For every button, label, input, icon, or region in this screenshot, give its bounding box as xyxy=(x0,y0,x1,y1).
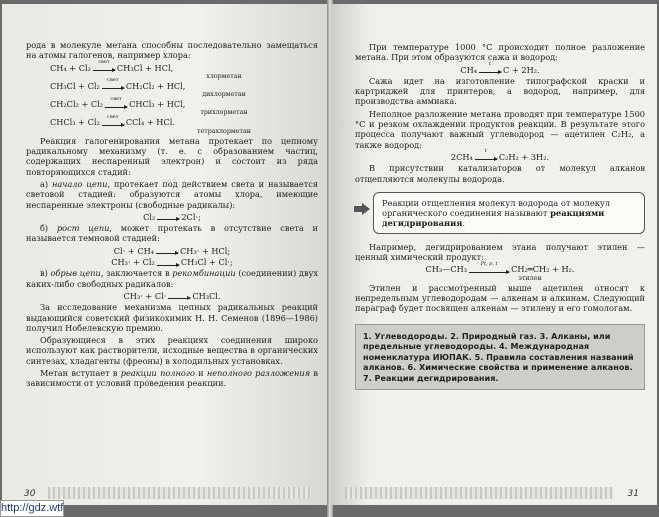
page-number-right: 31 xyxy=(627,489,639,499)
watermark-link[interactable]: http://gdz.wtf xyxy=(0,500,64,517)
product-name: дихлорметан xyxy=(202,91,246,99)
equation-termination: CH₃· + Cl· CH₃Cl. xyxy=(123,290,221,301)
catalyst-paragraph: В присутствии катализаторов от молекул алканов отщепляются молекулы водорода. xyxy=(355,163,645,184)
reaction-4: CHCl₃ + Cl₂ свет CCl₄ + HCl. тетрахлорметан xyxy=(26,117,318,134)
reaction-3: CH₂Cl₂ + Cl₂ свет CHCl₃ + HCl, трихлорметан xyxy=(26,99,318,116)
page-number-left: 30 xyxy=(24,489,36,499)
stage-b-paragraph: б) рост цепи, может протекать в отсутствие света и называется темновой стадией: xyxy=(26,223,318,244)
equation-propagation-1: Cl· + CH₄ CH₃· + HCl; xyxy=(113,245,231,256)
partial-decomposition-paragraph: Неполное разложение метана проводят при температуре 1500 °C и резком охлаждении продуктов реакции. В результате этого процесса получают важный углеводород — ацетилен C₂H₂, а также водород: xyxy=(355,108,645,150)
right-page-content xyxy=(355,42,645,390)
product-name: этилен xyxy=(518,274,542,282)
mechanism-paragraph: Реакция галогенирования метана протекает по цепному радикальному механизму (т. е. с образованием частиц, содержащих неспаренный электрон) и состоит из ряда повторяющихся стадий: xyxy=(26,135,318,177)
reaction-2: CH₃Cl + Cl₂ свет CH₂Cl₂ + HCl, дихлорметан xyxy=(26,81,318,98)
history-paragraph: За исследование механизма цепных радикальных реакций выдающийся советский физикохимик Н. Н. Семенов (1896—1986) получил Нобелевскую премию. xyxy=(26,302,318,333)
stage-b-term: рост цепи xyxy=(56,223,110,234)
right-page xyxy=(331,4,657,505)
arrow-pointer-icon xyxy=(354,203,370,215)
stage-c-paragraph: в) обрыв цепи, заключается в рекомбинации (соединении) двух каких-либо свободных радикалов: xyxy=(26,268,319,289)
reaction-1: CH₄ + Cl₂ свет CH₃Cl + HCl, хлорметан xyxy=(26,63,318,80)
equation-initiation: Cl₂ 2Cl·; xyxy=(143,211,201,222)
alkenes-paragraph: Этилен и рассмотренный выше ацетилен относят к непредельным углеводородам — алкенам и алкинам. Следующий параграф будет посвящен алкенам — этилену и его гомологам. xyxy=(355,282,645,314)
left-intro: рода в молекуле метана способны последовательно замещаться на атомы галогенов, например хлора: xyxy=(26,40,318,61)
product-name: трихлорметан xyxy=(200,109,248,117)
definition-term: реакциями дегидрирования xyxy=(382,207,605,228)
equation-full-decomposition: CH₄ t C + 2H₂. xyxy=(460,61,540,75)
product-name: тетрахлорметан xyxy=(197,127,251,135)
product-name: хлорметан xyxy=(206,72,242,80)
decomposition-paragraph: Метан вступает в реакции полного и неполного разложения в зависимости от условий проведения реакции. xyxy=(26,368,318,389)
uses-paragraph: Образующиеся в этих реакциях соединения широко используют как растворители, исходные вещества в органических синтезах, хладагенты (фреоны) в холодильных установках. xyxy=(26,335,318,366)
footer-bar xyxy=(345,487,613,499)
soot-paragraph: Сажа идет на изготовление типографской краски и картриджей для принтеров, а водород, например, для производства аммиака. xyxy=(355,75,645,107)
left-page-content xyxy=(26,40,318,391)
equation-dehydrogenation: CH₃—CH₃ Pt, p, t CH₂═CH₂ + H₂. этилен xyxy=(355,264,645,281)
equation-propagation-2: CH₃· + Cl₂ CH₃Cl + Cl·; xyxy=(111,257,233,268)
definition-box: Реакции отщепления молекул водорода от молекул органического соединения называют реакциями дегидрирования. xyxy=(373,192,645,234)
ethylene-paragraph: Например, дегидрированием этана получают этилен — ценный химический продукт: xyxy=(355,241,645,263)
left-page xyxy=(2,4,329,505)
key-concepts-box: 1. Углеводороды. 2. Природный газ. 3. Алканы, или предельные углеводороды. 4. Международная номенклатура ИЮПАК. 5. Правила составления названий алканов. 6. Химические свойства и применение алканов. 7. Реакции дегидрирования. xyxy=(355,324,645,391)
equation-acetylene: 2CH₄ t C₂H₂ + 3H₂. xyxy=(450,148,550,162)
stage-a-term: начало цепи xyxy=(52,178,108,189)
full-decomposition-paragraph: При температуре 1000 °C происходит полное разложение метана. При этом образуются сажа и водород: xyxy=(355,42,645,63)
stage-c-term: обрыв цепи xyxy=(50,268,101,279)
stage-a-paragraph: а) начало цепи, протекает под действием света и называется световой стадией: образуются атомы хлора, имеющие неспаренные электроны (свободные радикалы): xyxy=(26,178,319,210)
footer-bar xyxy=(48,487,311,499)
